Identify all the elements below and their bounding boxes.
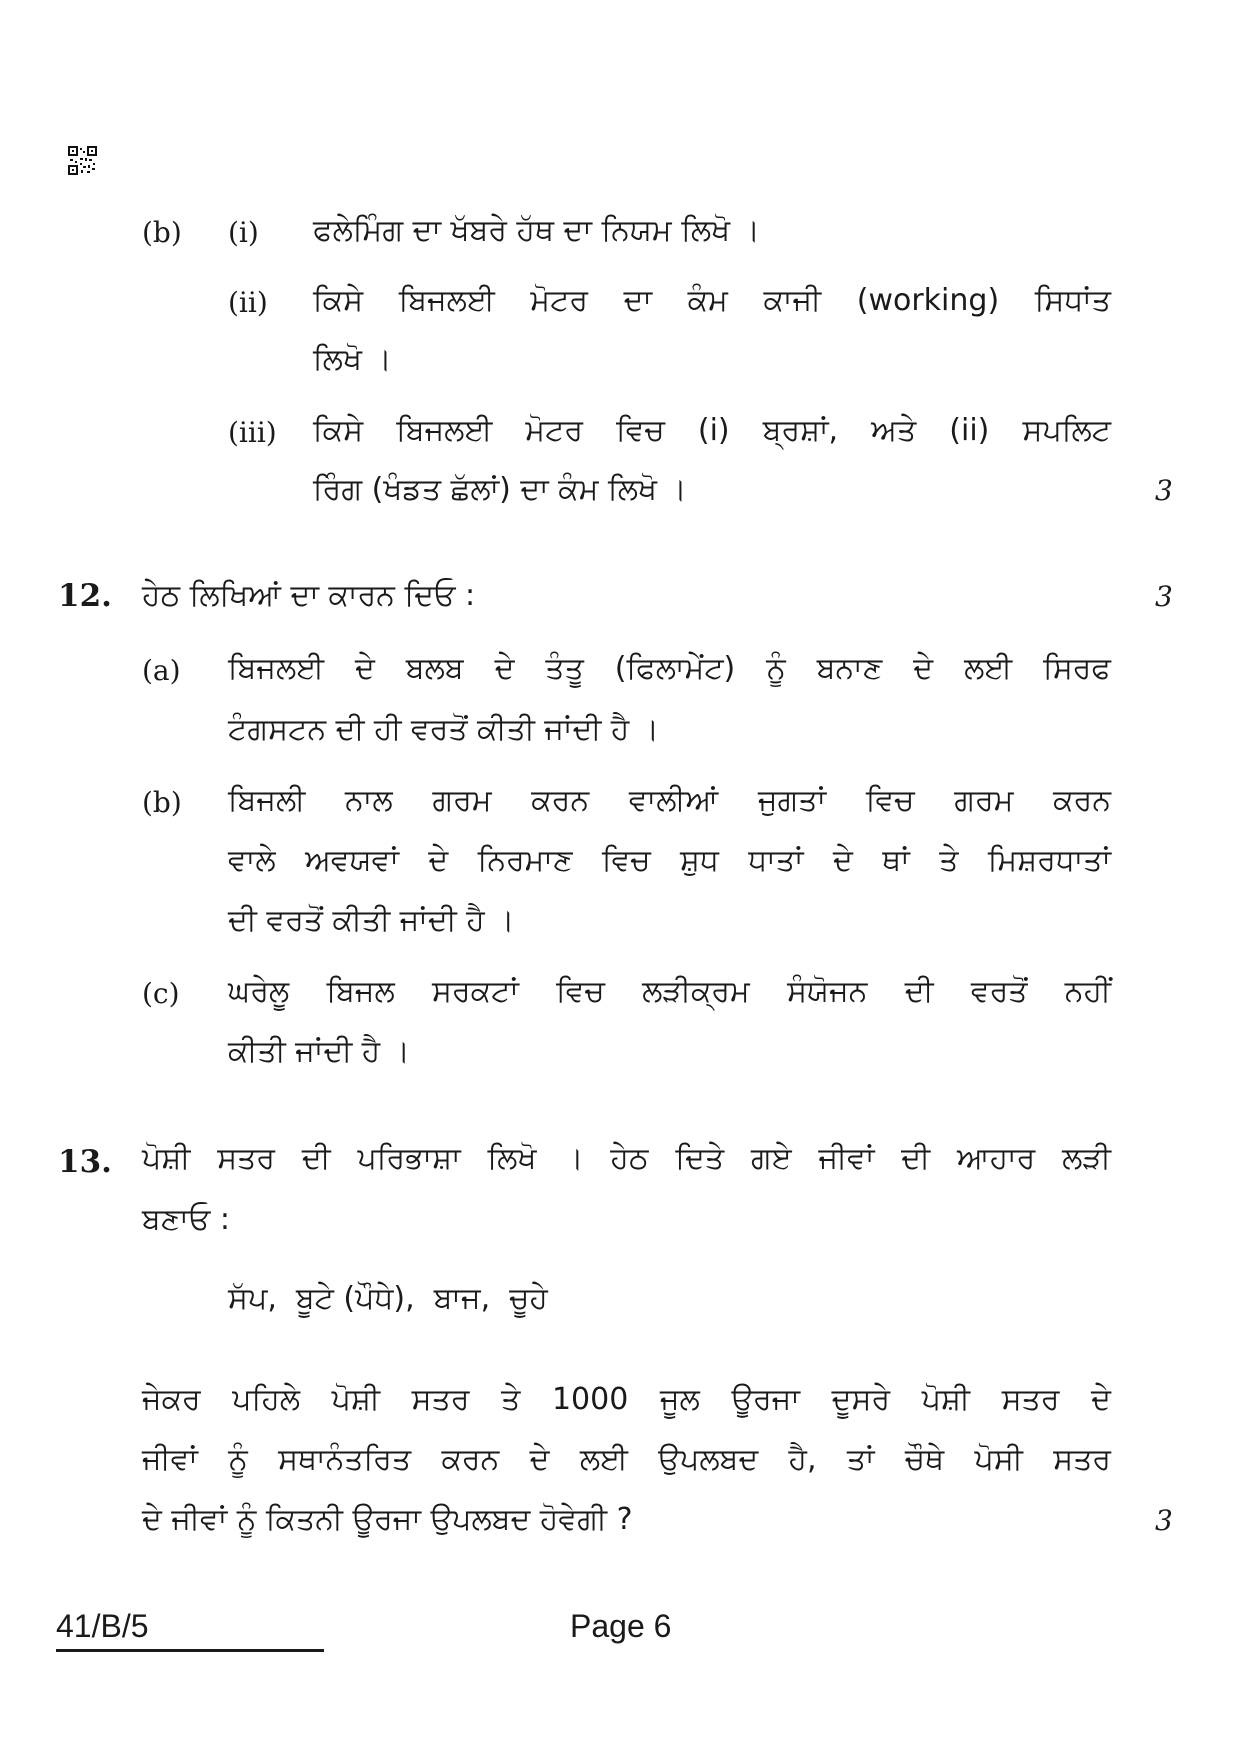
- q12c-label: (c): [142, 977, 180, 1010]
- q12b-line-3: ਦੀ ਵਰਤੋਂ ਕੀਤੀ ਜਾਂਦੀ ਹੈ ।: [228, 903, 515, 938]
- q12b-label: (b): [142, 786, 182, 819]
- q11b-i-label: (i): [228, 216, 259, 249]
- q12b-line-2: ਵਾਲੇ ਅਵਯਵਾਂ ਦੇ ਨਿਰਮਾਣ ਵਿਚ ਸ਼ੁਧ ਧਾਤਾਂ ਦੇ ਥਾਂ ਤੇ ਮਿਸ਼ਰਧਾਤਾਂ: [228, 843, 1111, 878]
- footer-rule: [56, 1649, 324, 1652]
- q13-organisms: ਸੱਪ, ਬੂਟੇ (ਪੌਧੇ), ਬਾਜ, ਚੂਹੇ: [228, 1281, 548, 1316]
- q13-line-2: ਬਣਾਓ :: [142, 1202, 230, 1237]
- q11b-ii-line-1: ਕਿਸੇ ਬਿਜਲਈ ਮੋਟਰ ਦਾ ਕੰਮ ਕਾਜੀ (working) ਸਿਧਾਂਤ: [313, 283, 1111, 318]
- q12a-line-2: ਟੰਗਸਟਨ ਦੀ ਹੀ ਵਰਤੋਂ ਕੀਤੀ ਜਾਂਦੀ ਹੈ ।: [228, 712, 660, 747]
- q12-number: 12.: [58, 578, 112, 614]
- page-number: Page 6: [570, 1608, 672, 1644]
- q12c-line-2: ਕੀਤੀ ਜਾਂਦੀ ਹੈ ।: [228, 1034, 410, 1069]
- q11b-marks: 3: [1155, 474, 1173, 507]
- q11b-iii-label: (iii): [228, 416, 277, 449]
- q12c-line-1: ਘਰੇਲੂ ਬਿਜਲ ਸਰਕਟਾਂ ਵਿਚ ਲੜੀਕ੍ਰਮ ਸੰਯੋਜਨ ਦੀ ਵਰਤੋਂ ਨਹੀਂ: [228, 974, 1111, 1009]
- q13-para-line-2: ਜੀਵਾਂ ਨੂੰ ਸਥਾਨੰਤਰਿਤ ਕਰਨ ਦੇ ਲਈ ਉਪਲਬਦ ਹੈ, ਤਾਂ ਚੌਥੇ ਪੋਸੀ ਸਤਰ: [142, 1442, 1111, 1477]
- q13-para-line-1: ਜੇਕਰ ਪਹਿਲੇ ਪੋਸ਼ੀ ਸਤਰ ਤੇ 1000 ਜੂਲ ਊਰਜਾ ਦੂਸਰੇ ਪੋਸ਼ੀ ਸਤਰ ਦੇ: [142, 1382, 1111, 1417]
- q12a-label: (a): [142, 654, 181, 687]
- q13-marks: 3: [1155, 1504, 1173, 1537]
- q12b-line-1: ਬਿਜਲੀ ਨਾਲ ਗਰਮ ਕਰਨ ਵਾਲੀਆਂ ਜੁਗਤਾਂ ਵਿਚ ਗਰਮ ਕਰਨ: [228, 783, 1111, 818]
- q13-para-line-3: ਦੇ ਜੀਵਾਂ ਨੂੰ ਕਿਤਨੀ ਊਰਜਾ ਉਪਲਬਦ ਹੋਵੇਗੀ ?: [142, 1502, 633, 1537]
- q13-line-1: ਪੋਸ਼ੀ ਸਤਰ ਦੀ ਪਰਿਭਾਸ਼ਾ ਲਿਖੋ । ਹੇਠ ਦਿਤੇ ਗਏ ਜੀਵਾਂ ਦੀ ਆਹਾਰ ਲੜੀ: [142, 1141, 1111, 1176]
- q12-stem: ਹੇਠ ਲਿਖਿਆਂ ਦਾ ਕਾਰਨ ਦਿਓ :: [142, 578, 476, 613]
- q11b-i-text: ਫਲੇਮਿੰਗ ਦਾ ਖੱਬਰੇ ਹੱਥ ਦਾ ਨਿਯਮ ਲਿਖੋ ।: [313, 213, 760, 248]
- q11b-iii-line-2: ਰਿੰਗ (ਖੰਡਤ ਛੱਲਾਂ) ਦਾ ਕੰਮ ਲਿਖੋ ।: [313, 472, 687, 507]
- paper-code: 41/B/5: [56, 1608, 149, 1644]
- q11b-label: (b): [142, 216, 182, 249]
- q11b-iii-line-1: ਕਿਸੇ ਬਿਜਲਈ ਮੋਟਰ ਵਿਚ (i) ਬ੍ਰਸ਼ਾਂ, ਅਤੇ (ii) ਸਪਲਿਟ: [313, 413, 1111, 448]
- q11b-ii-line-2: ਲਿਖੋ ।: [313, 342, 392, 377]
- q12-marks: 3: [1155, 580, 1173, 613]
- q13-number: 13.: [58, 1144, 112, 1180]
- q11b-ii-label: (ii): [228, 286, 268, 319]
- qr-code-icon: [68, 146, 97, 175]
- q12a-line-1: ਬਿਜਲਈ ਦੇ ਬਲਬ ਦੇ ਤੰਤੂ (ਫਿਲਾਮੇਂਟ) ਨੂੰ ਬਨਾਣ ਦੇ ਲਈ ਸਿਰਫ: [228, 651, 1111, 686]
